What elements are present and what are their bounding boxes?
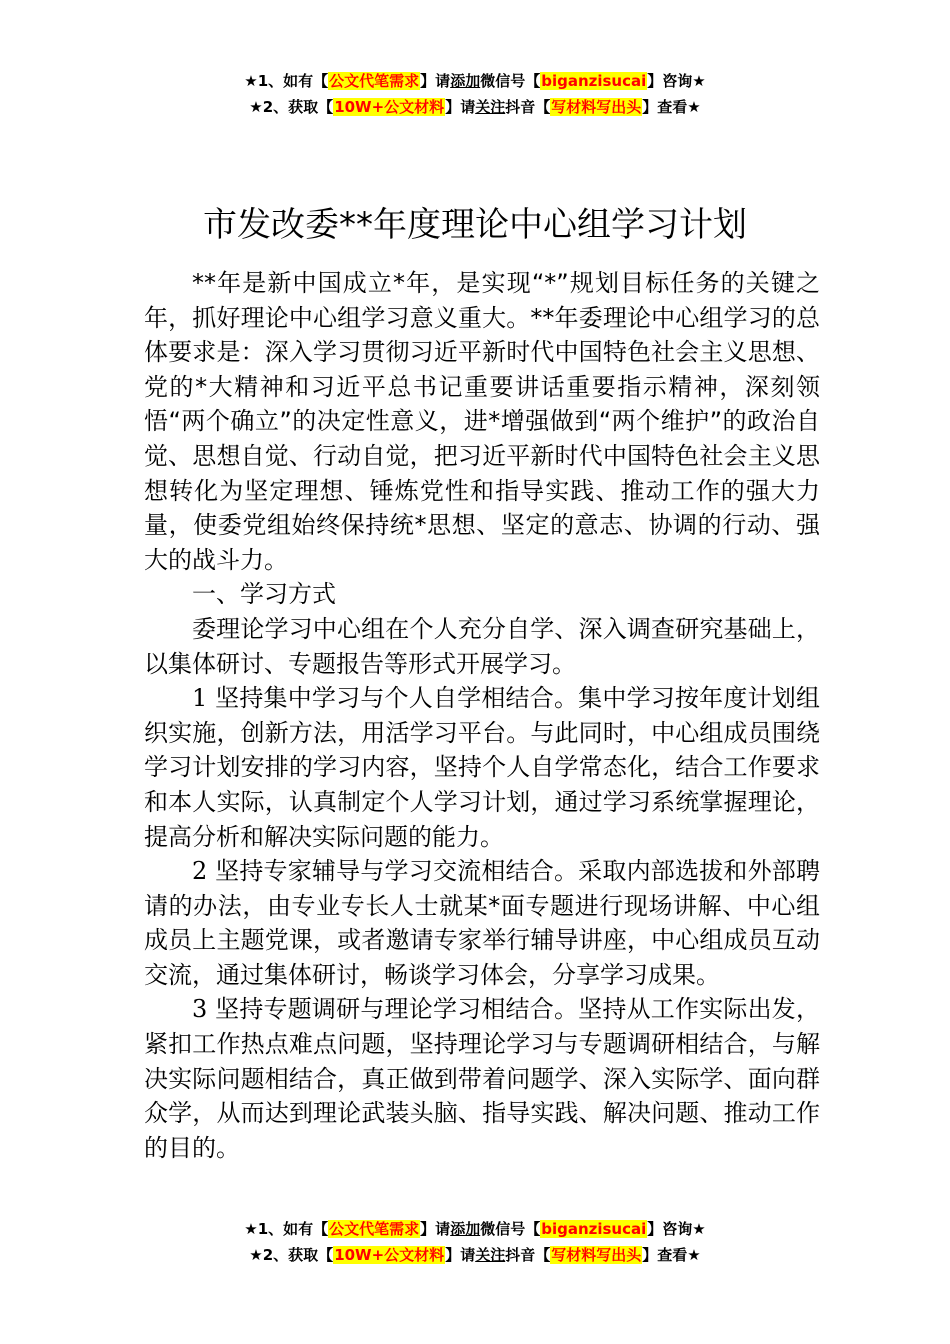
banner-underlined: 关注 — [475, 98, 506, 116]
banner-highlight: 公文代笔需求 — [329, 1220, 420, 1238]
banner-highlight: 10W+公文材料 — [334, 98, 445, 116]
banner-text: 】咨询★ — [647, 1220, 706, 1238]
banner-highlight: 10W+公文材料 — [334, 1246, 445, 1264]
banner-underlined: 添加 — [450, 1220, 481, 1238]
banner-text: 抖音【 — [505, 1246, 551, 1264]
section-heading: 一、学习方式 — [192, 580, 336, 609]
item-text: 坚持集中学习与个人自学相结合。集中学习按年度计划组织实施，创新方法，用活学习平台。与此同时，中心组成员围绕学习计划安排的学习内容，坚持个人自学常态化，结合工作要求和本人实际，认真制定个人学习计划，通过学习系统掌握理论，提高分析和解决实际问题的能力。 — [144, 684, 820, 851]
item-text: 坚持专题调研与理论学习相结合。坚持从工作实际出发，紧扣工作热点难点问题，坚持理论学习与专题调研相结合，与解决实际问题相结合，真正做到带着问题学、深入实际学、面向群众学，从而达到理论武装头脑、指导实践、解决问题、推动工作的目的。 — [144, 995, 820, 1162]
banner-text: 抖音【 — [505, 98, 551, 116]
banner-line-1 — [0, 1216, 950, 1242]
paragraph-method-overview: 委理论学习中心组在个人充分自学、深入调查研究基础上，以集体研讨、专题报告等形式开展学习。 — [144, 614, 820, 678]
banner-text: 微信号【 — [480, 72, 541, 90]
item-text: 坚持专家辅导与学习交流相结合。采取内部选拔和外部聘请的办法，由专业专长人士就某*面专题进行现场讲解、中心组成员上主题党课，或者邀请专家举行辅导讲座，中心组成员互动交流，通过集体研讨，畅谈学习体会，分享学习成果。 — [144, 857, 820, 989]
banner-text: ★1、如有【 — [244, 1220, 329, 1238]
paragraph-item-1 — [144, 681, 820, 854]
banner-highlight: 公文代笔需求 — [329, 72, 420, 90]
top-banner — [0, 68, 950, 120]
item-number: 3 — [192, 995, 208, 1024]
banner-text: 】请 — [420, 1220, 451, 1238]
banner-highlight: biganzisucai — [541, 1220, 647, 1238]
banner-text: 微信号【 — [480, 1220, 541, 1238]
item-number: 1 — [192, 684, 208, 713]
banner-underlined: 添加 — [450, 72, 481, 90]
document-title: 市发改委**年度理论中心组学习计划 — [203, 204, 747, 245]
banner-text: 】请 — [445, 98, 476, 116]
banner-line-1 — [0, 68, 950, 94]
document-body — [144, 266, 820, 1165]
banner-text: 】咨询★ — [647, 72, 706, 90]
item-number: 2 — [192, 857, 208, 886]
banner-text: 】查看★ — [642, 1246, 701, 1264]
paragraph-item-3 — [144, 992, 820, 1165]
banner-text: ★2、获取【 — [249, 1246, 334, 1264]
banner-highlight: biganzisucai — [541, 72, 647, 90]
banner-underlined: 关注 — [475, 1246, 506, 1264]
banner-highlight: 写材料写出头 — [551, 98, 642, 116]
banner-line-2 — [0, 94, 950, 120]
banner-text: ★1、如有【 — [244, 72, 329, 90]
paragraph-item-2 — [144, 854, 820, 992]
paragraph-intro: **年是新中国成立*年，是实现“*”规划目标任务的关键之年，抓好理论中心组学习意义重大。**年委理论中心组学习的总体要求是：深入学习贯彻习近平新时代中国特色社会主义思想、党的*大精神和习近平总书记重要讲话重要指示精神，深刻领悟“两个确立”的决定性意义，进*增强做到“两个维护”的政治自觉、思想自觉、行动自觉，把习近平新时代中国特色社会主义思想转化为坚定理想、锤炼党性和指导实践、推动工作的强大力量，使委党组始终保持统*思想、坚定的意志、协调的行动、强大的战斗力。 — [144, 269, 820, 574]
banner-line-2 — [0, 1242, 950, 1268]
banner-text: 】请 — [445, 1246, 476, 1264]
bottom-banner — [0, 1216, 950, 1268]
banner-text: ★2、获取【 — [249, 98, 334, 116]
banner-text: 】查看★ — [642, 98, 701, 116]
banner-text: 】请 — [420, 72, 451, 90]
banner-highlight: 写材料写出头 — [551, 1246, 642, 1264]
